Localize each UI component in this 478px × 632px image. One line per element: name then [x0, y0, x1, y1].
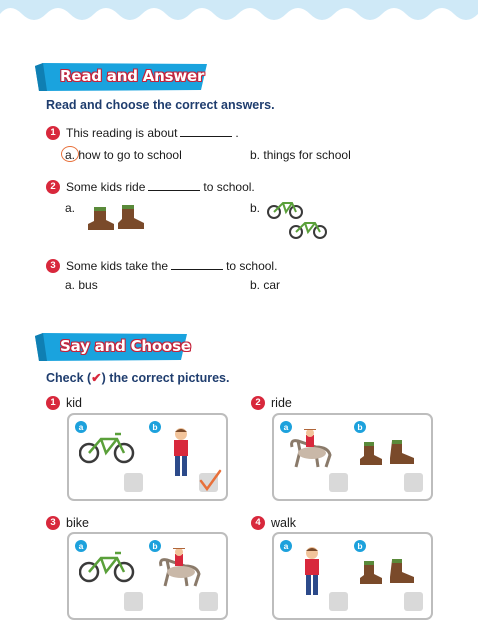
q1-option-a[interactable]: [65, 148, 182, 162]
picture-card-bike: [67, 532, 228, 620]
item-number-4: 4: [251, 516, 265, 530]
boots-icon: [358, 439, 420, 467]
option-a-tag: a: [75, 540, 87, 552]
option-a-tag: a: [75, 421, 87, 433]
check-mark-icon: [198, 469, 222, 493]
item-word-kid: kid: [66, 396, 82, 410]
boots-icon: [84, 204, 150, 234]
option-b-tag: b: [354, 421, 366, 433]
question-1-text: [66, 126, 239, 140]
checkbox-a[interactable]: [124, 592, 143, 611]
cowboy-horse-icon: [155, 548, 207, 590]
checkbox-a[interactable]: [329, 592, 348, 611]
option-text: things for school: [263, 148, 351, 162]
check-mark-icon: ✔: [91, 371, 102, 385]
item-word-ride: ride: [271, 396, 292, 410]
picture-card-kid: [67, 413, 228, 501]
item-number-3: 3: [46, 516, 60, 530]
top-wave-decoration: [0, 0, 478, 30]
question-number-3: 3: [46, 259, 60, 273]
option-b-tag: b: [149, 421, 161, 433]
option-b-tag: b: [354, 540, 366, 552]
section2-instruction: [46, 370, 229, 385]
q2-option-b-label[interactable]: b.: [250, 201, 261, 215]
item-word-walk: walk: [271, 516, 297, 530]
answer-blank: [180, 136, 232, 137]
option-letter: b.: [250, 278, 261, 292]
section1-instruction: Read and choose the correct answers.: [46, 98, 275, 112]
item-number-2: 2: [251, 396, 265, 410]
cowboy-horse-icon: [286, 429, 338, 471]
boy-icon: [300, 546, 324, 600]
answer-blank: [148, 190, 200, 191]
question-1-prefix: This reading is about: [66, 126, 178, 140]
instruction-suffix: ) the correct pictures.: [101, 371, 230, 385]
item-number-1: 1: [46, 396, 60, 410]
option-letter: a.: [65, 148, 76, 162]
q2-option-a-label[interactable]: a.: [65, 201, 76, 215]
option-a-tag: a: [280, 540, 292, 552]
question-number-1: 1: [46, 126, 60, 140]
bicycles-icon: [266, 196, 332, 242]
boy-icon: [169, 427, 193, 481]
option-text: car: [263, 278, 281, 292]
question-1-suffix: .: [235, 126, 239, 140]
q3-option-b[interactable]: [250, 278, 280, 292]
section-title-read-and-answer: Read and Answer: [60, 67, 205, 85]
option-text: bus: [78, 278, 98, 292]
bike-icon: [79, 429, 135, 465]
question-3-text: [66, 259, 277, 273]
question-2-suffix: to school.: [203, 180, 255, 194]
q3-option-a[interactable]: [65, 278, 98, 292]
checkbox-a[interactable]: [329, 473, 348, 492]
checkbox-b[interactable]: [404, 592, 423, 611]
answer-blank: [171, 269, 223, 270]
option-letter: a.: [65, 278, 76, 292]
question-3-prefix: Some kids take the: [66, 259, 169, 273]
q1-option-b[interactable]: [250, 148, 351, 162]
option-b-tag: b: [149, 540, 161, 552]
option-letter: b.: [250, 148, 261, 162]
section-title-say-and-choose: Say and Choose: [60, 337, 191, 355]
bike-icon: [79, 548, 135, 584]
checkbox-b[interactable]: [404, 473, 423, 492]
checkbox-a[interactable]: [124, 473, 143, 492]
question-number-2: 2: [46, 180, 60, 194]
question-3-suffix: to school.: [226, 259, 278, 273]
checkbox-b[interactable]: [199, 592, 218, 611]
question-2-prefix: Some kids ride: [66, 180, 146, 194]
option-text: how to go to school: [78, 148, 182, 162]
instruction-prefix: Check (: [46, 371, 92, 385]
picture-card-ride: [272, 413, 433, 501]
item-word-bike: bike: [66, 516, 89, 530]
option-a-tag: a: [280, 421, 292, 433]
picture-card-walk: [272, 532, 433, 620]
question-2-text: [66, 180, 255, 194]
boots-icon: [358, 558, 420, 586]
